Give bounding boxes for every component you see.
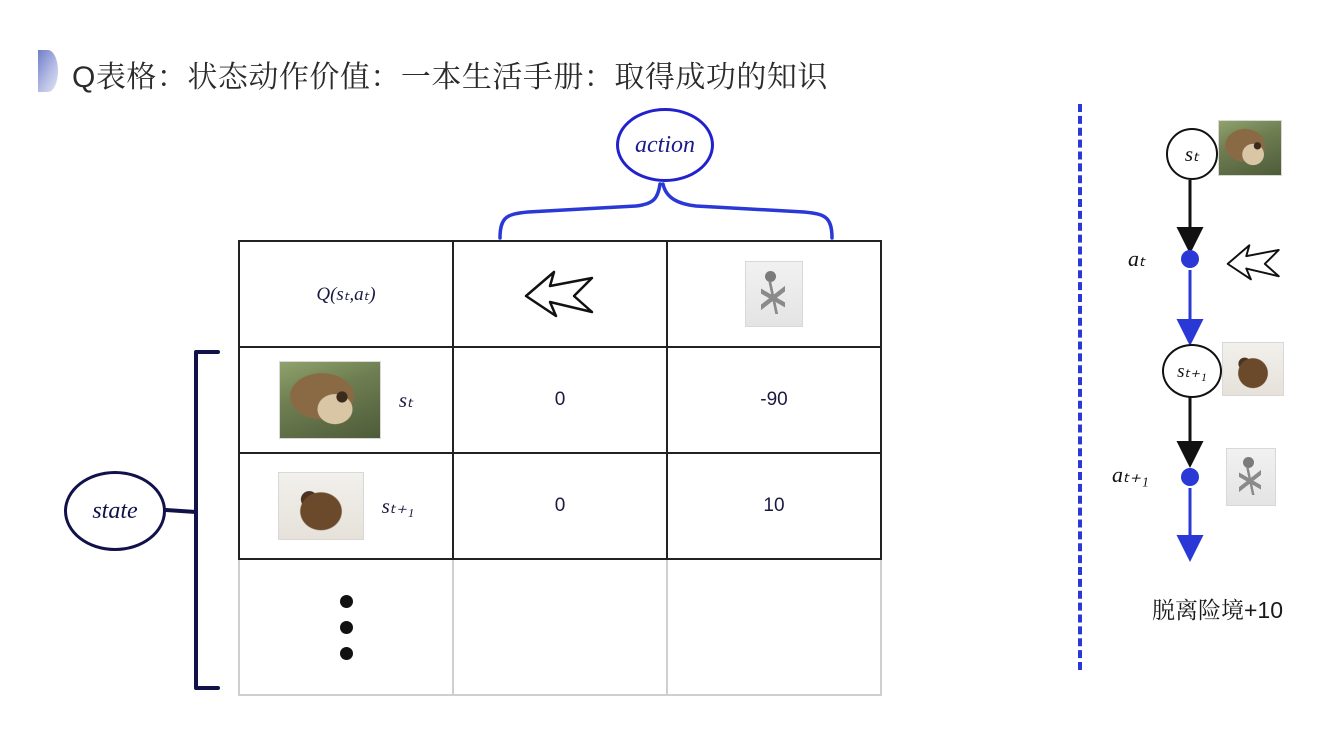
column-header-arrow-action xyxy=(453,241,667,347)
ellipsis-cell xyxy=(239,559,453,695)
chain-label-at: aₜ xyxy=(1128,246,1146,271)
small-bear-photo xyxy=(1222,342,1284,396)
panel-divider xyxy=(1078,104,1082,670)
page-title: Q表格：状态动作价值：一本生活手册：取得成功的知识 xyxy=(72,61,828,94)
column-header-running-person xyxy=(667,241,881,347)
empty-cell xyxy=(453,559,667,695)
title-bullet-icon xyxy=(38,50,58,92)
chain-node-action-at1 xyxy=(1181,468,1199,486)
chain-label-at1: aₜ₊₁ xyxy=(1112,462,1149,487)
dot xyxy=(340,621,353,634)
running-person-icon xyxy=(1226,448,1276,506)
chain-node-label: sₜ xyxy=(1184,141,1200,166)
state-cell-st1 xyxy=(239,453,453,559)
reward-text: 脱离险境+10 xyxy=(1152,597,1284,623)
q-function-label-cell xyxy=(239,241,453,347)
roaring-bear-photo xyxy=(279,361,381,439)
action-annotation-bubble: action xyxy=(616,108,714,182)
running-person-icon xyxy=(745,261,803,327)
small-bear-photo xyxy=(278,472,364,540)
arrow-action-icon xyxy=(514,260,606,322)
q-table xyxy=(238,240,882,696)
vertical-dots-icon xyxy=(240,595,452,660)
roaring-bear-photo xyxy=(1218,120,1282,176)
table-row-ellipsis xyxy=(239,559,881,695)
q-function-label: Q(sₜ,aₜ) xyxy=(316,283,376,305)
table-row xyxy=(239,453,881,559)
table-row xyxy=(239,347,881,453)
state-annotation-bubble: state xyxy=(64,471,166,551)
dot xyxy=(340,647,353,660)
state-cell-st xyxy=(239,347,453,453)
q-value-cell: 10 xyxy=(667,453,881,559)
state-label: sₜ₊₁ xyxy=(381,493,415,518)
state-label: sₜ xyxy=(398,387,414,412)
dot xyxy=(340,595,353,608)
chain-node-label: sₜ₊₁ xyxy=(1177,360,1207,382)
empty-cell xyxy=(667,559,881,695)
table-header-row xyxy=(239,241,881,347)
q-value-cell: 0 xyxy=(453,347,667,453)
chain-node-state-st1 xyxy=(1162,344,1222,398)
chain-node-action-at xyxy=(1181,250,1199,268)
q-value-cell: -90 xyxy=(667,347,881,453)
q-value-cell: 0 xyxy=(453,453,667,559)
chain-node-state-st xyxy=(1166,128,1218,180)
arrow-action-icon xyxy=(1216,236,1292,284)
